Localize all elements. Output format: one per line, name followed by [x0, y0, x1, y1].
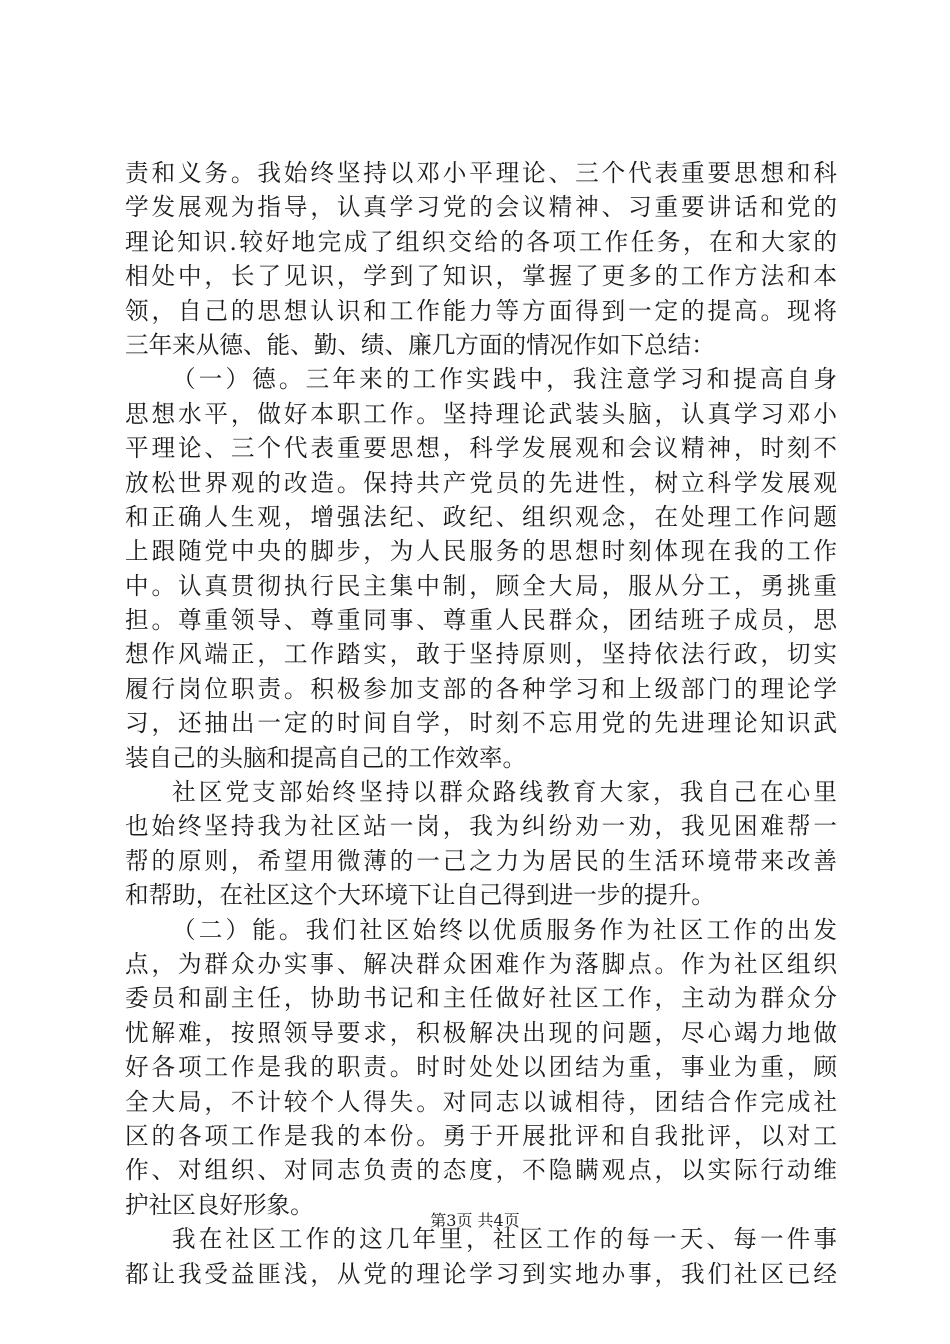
text-line: 理论知识.较好地完成了组织交给的各项工作任务，在和大家的: [125, 227, 837, 256]
text-line: （二）能。我们社区始终以优质服务作为社区工作的出发: [172, 915, 837, 944]
text-line: 领，自己的思想认识和工作能力等方面得到一定的提高。现将: [125, 296, 837, 325]
text-line: 思想水平，做好本职工作。坚持理论武装头脑，认真学习邓小: [125, 399, 837, 428]
text-line: 区的各项工作是我的本份。勇于开展批评和自我批评，以对工: [125, 1121, 837, 1150]
text-line: 和帮助，在社区这个大环境下让自己得到进一步的提升。: [125, 881, 715, 910]
text-line: 相处中，长了见识，学到了知识，掌握了更多的工作方法和本: [125, 262, 837, 291]
text-line: 护社区良好形象。: [125, 1190, 314, 1219]
text-line: 委员和副主任，协助书记和主任做好社区工作，主动为群众分: [125, 984, 837, 1013]
text-line: 社区党支部始终坚持以群众路线教育大家，我自己在心里: [172, 778, 837, 807]
text-line: 中。认真贯彻执行民主集中制，顾全大局，服从分工，勇挑重: [125, 571, 837, 600]
text-line: 担。尊重领导、尊重同事、尊重人民群众，团结班子成员，思: [125, 606, 837, 635]
text-line: 忧解难，按照领导要求，积极解决出现的问题，尽心竭力地做: [125, 1018, 837, 1047]
text-line: （一）德。三年来的工作实践中，我注意学习和提高自身: [172, 365, 837, 394]
text-line: 和正确人生观，增强法纪、政纪、组织观念，在处理工作问题: [125, 502, 837, 531]
text-line: 想作风端正，工作踏实，敢于坚持原则，坚持依法行政，切实: [125, 640, 837, 669]
text-line: 我在社区工作的这几年里，社区工作的每一天、每一件事: [172, 1225, 837, 1254]
text-line: 履行岗位职责。积极参加支部的各种学习和上级部门的理论学: [125, 674, 837, 703]
text-line: 都让我受益匪浅，从党的理论学习到实地办事，我们社区已经: [125, 1259, 837, 1288]
text-line: 放松世界观的改造。保持共产党员的先进性，树立科学发展观: [125, 468, 837, 497]
text-line: 习，还抽出一定的时间自学，时刻不忘用党的先进理论知识武: [125, 709, 837, 738]
text-line: 作、对组织、对同志负责的态度，不隐瞒观点，以实际行动维: [125, 1156, 837, 1185]
text-line: 三年来从德、能、勤、绩、廉几方面的情况作如下总结：: [125, 330, 715, 359]
page-footer: 第3页 共4页: [430, 1211, 520, 1230]
text-line: 点，为群众办实事、解决群众困难作为落脚点。作为社区组织: [125, 949, 837, 978]
text-line: 上跟随党中央的脚步，为人民服务的思想时刻体现在我的工作: [125, 537, 837, 566]
text-line: 装自己的头脑和提高自己的工作效率。: [125, 743, 527, 772]
text-line: 也始终坚持我为社区站一岗，我为纠纷劝一劝，我见困难帮一: [125, 812, 837, 841]
text-line: 学发展观为指导，认真学习党的会议精神、习重要讲话和党的: [125, 193, 837, 222]
text-line: 帮的原则，希望用微薄的一己之力为居民的生活环境带来改善: [125, 846, 837, 875]
text-line: 全大局，不计较个人得失。对同志以诚相待，团结合作完成社: [125, 1087, 837, 1116]
text-line: 好各项工作是我的职责。时时处处以团结为重，事业为重，顾: [125, 1053, 837, 1082]
text-line: 责和义务。我始终坚持以邓小平理论、三个代表重要思想和科: [125, 159, 837, 187]
text-line: 平理论、三个代表重要思想，科学发展观和会议精神，时刻不: [125, 434, 837, 463]
document-body: [125, 156, 837, 1291]
